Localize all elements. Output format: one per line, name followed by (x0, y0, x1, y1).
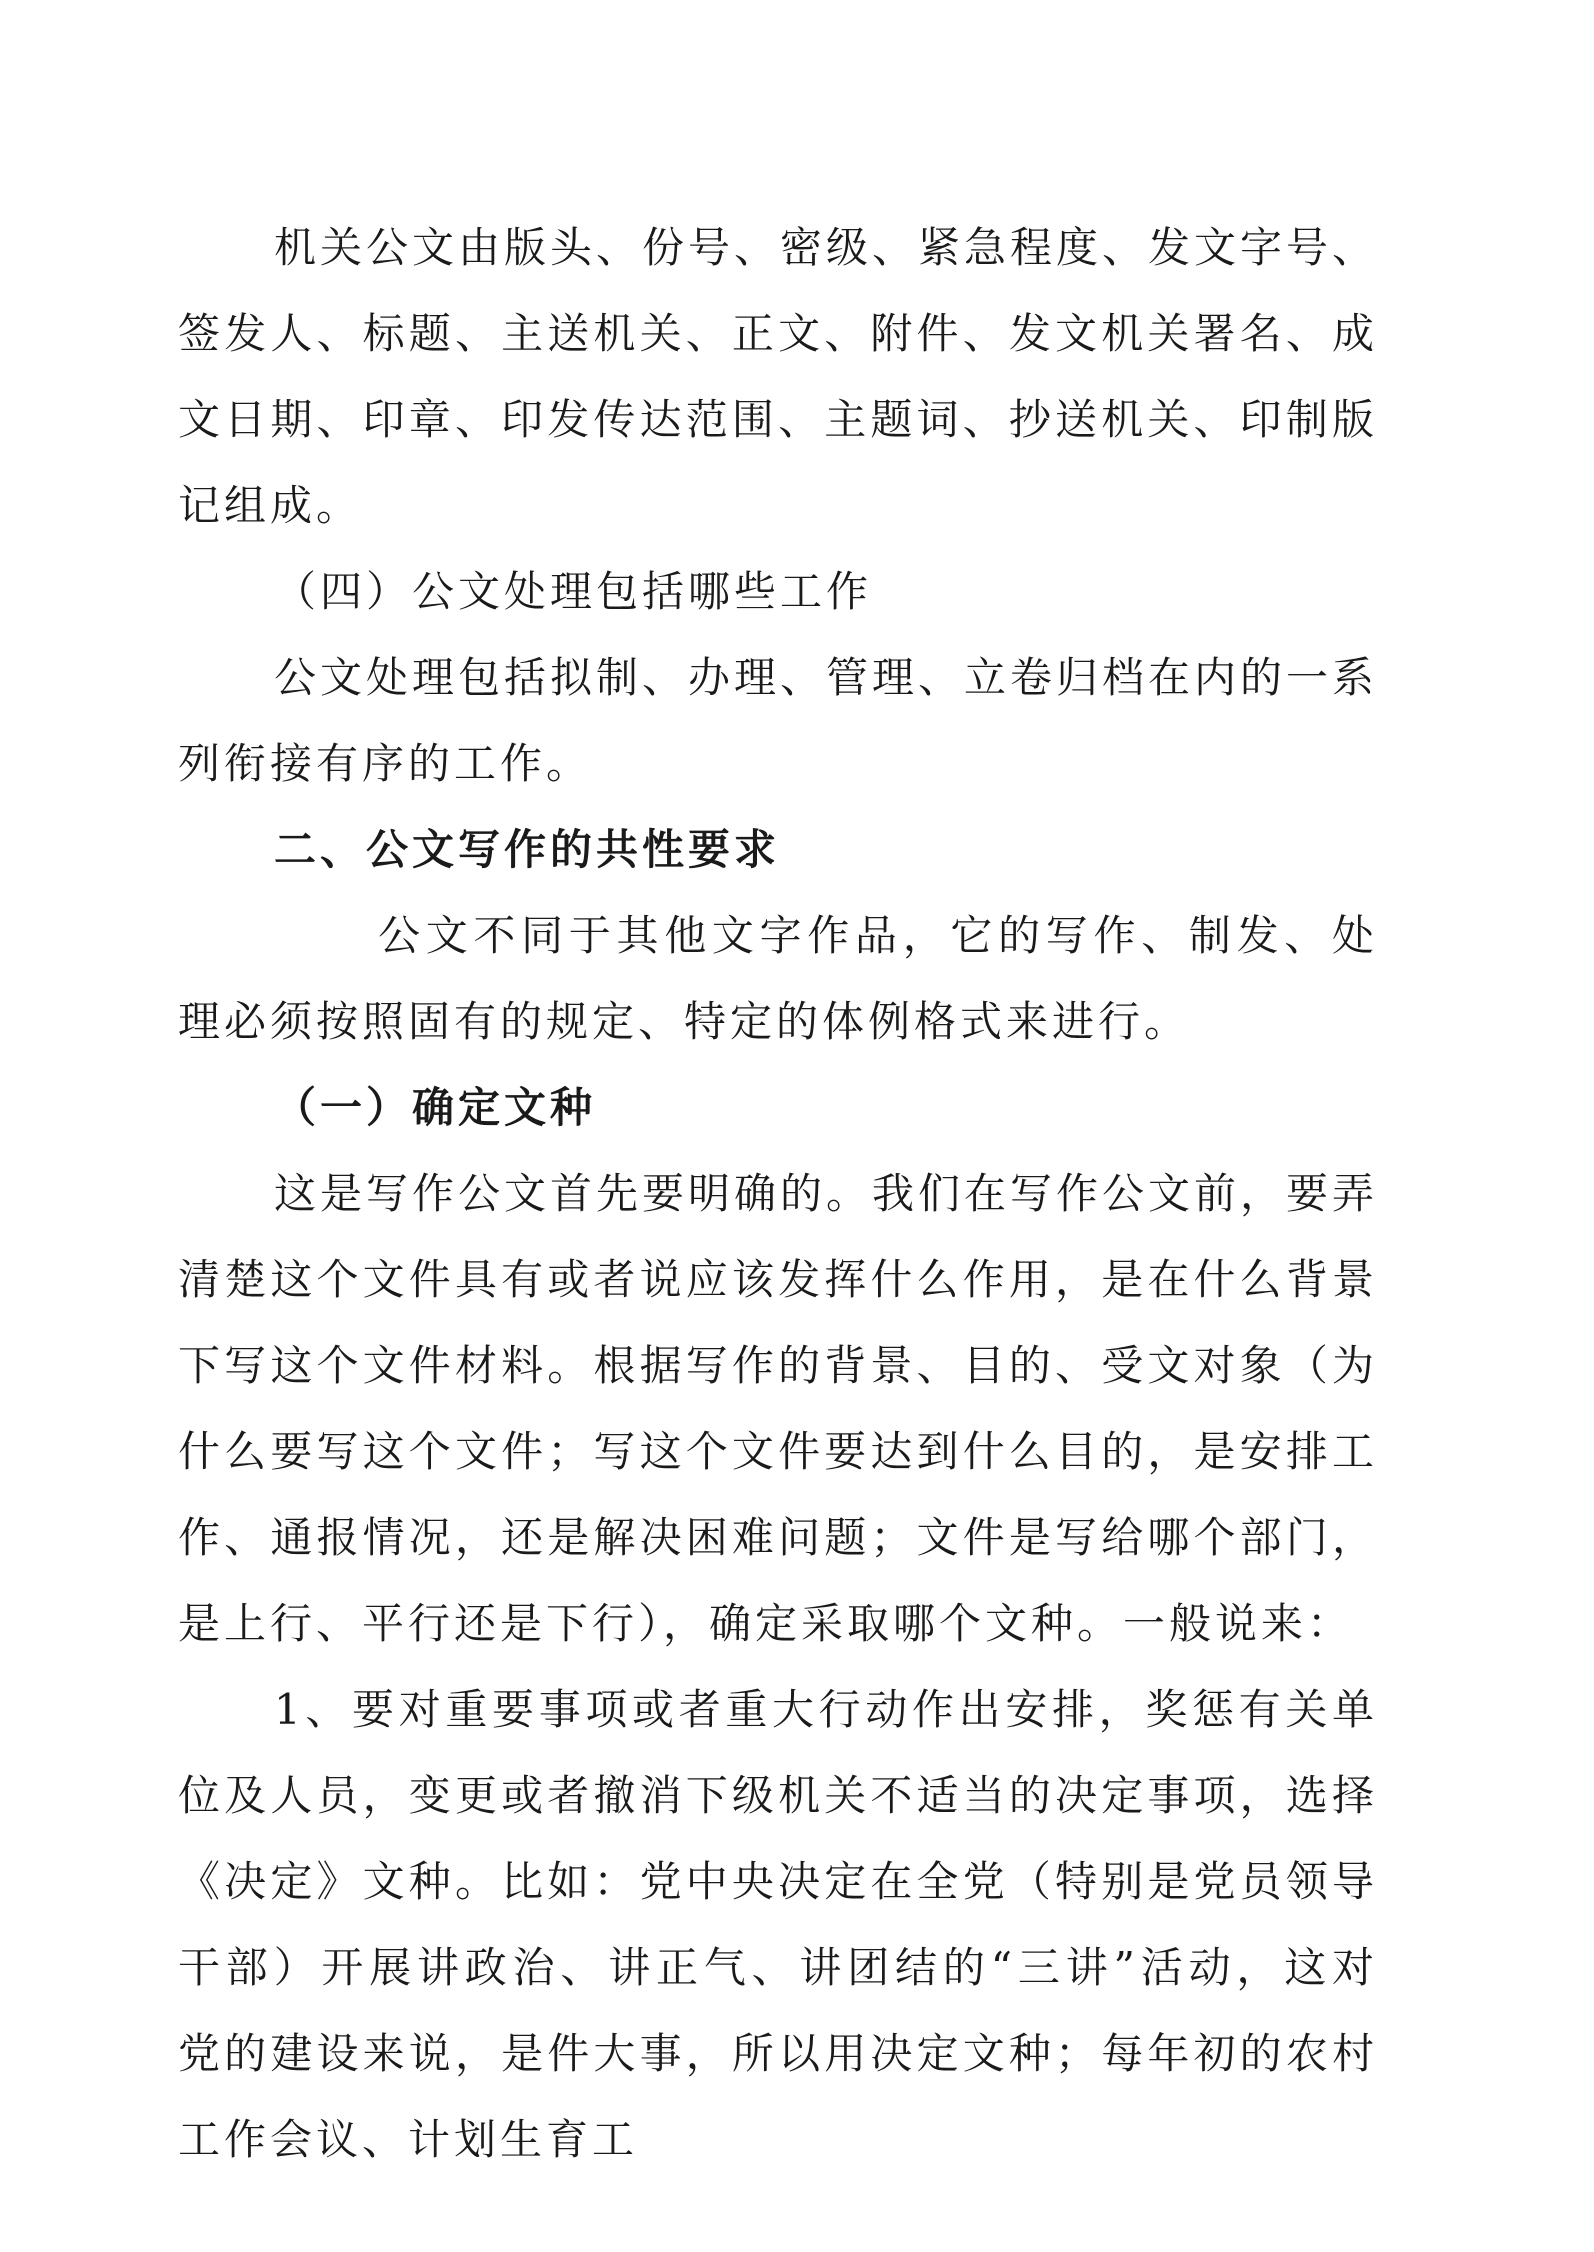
section-heading-common-requirements: 二、公文写作的共性要求 (274, 825, 781, 874)
subheading-document-processing: （四）公文处理包括哪些工作 (274, 567, 873, 616)
paragraph-document-processing: 公文处理包括拟制、办理、管理、立卷归档在内的一系列衔接有序的工作。 (178, 653, 1379, 788)
paragraph-common-requirements: 公文不同于其他文字作品，它的写作、制发、处理必须按照固有的规定、特定的体例格式来进行。 (178, 911, 1378, 1046)
subheading-determine-document-type: （一）确定文种 (274, 1083, 597, 1132)
paragraph-determine-document-type: 这是写作公文首先要明确的。我们在写作公文前，要弄清楚这个文件具有或者说应该发挥什么作用，是在什么背景下写这个文件材料。根据写作的背景、目的、受文对象（为什么要写这个文件；写这个文件要达到什么目的，是安排工作、通报情况，还是解决困难问题；文件是写给哪个部门，是上行、平行还是下行），确定采取哪个文种。一般说来： (178, 1169, 1379, 1648)
document-body (178, 205, 1378, 2183)
paragraph-document-composition: 机关公文由版头、份号、密级、紧急程度、发文字号、签发人、标题、主送机关、正文、附件、发文机关署名、成文日期、印章、印发传达范围、主题词、抄送机关、印制版记组成。 (178, 223, 1379, 530)
paragraph-decision-type: 1、要对重要事项或者重大行动作出安排，奖惩有关单位及人员，变更或者撤消下级机关不适当的决定事项，选择《决定》文种。比如：党中央决定在全党（特别是党员领导干部）开展讲政治、讲正气、讲团结的“三讲”活动，这对党的建设来说，是件大事，所以用决定文种；每年初的农村工作会议、计划生育工 (178, 1685, 1378, 2164)
